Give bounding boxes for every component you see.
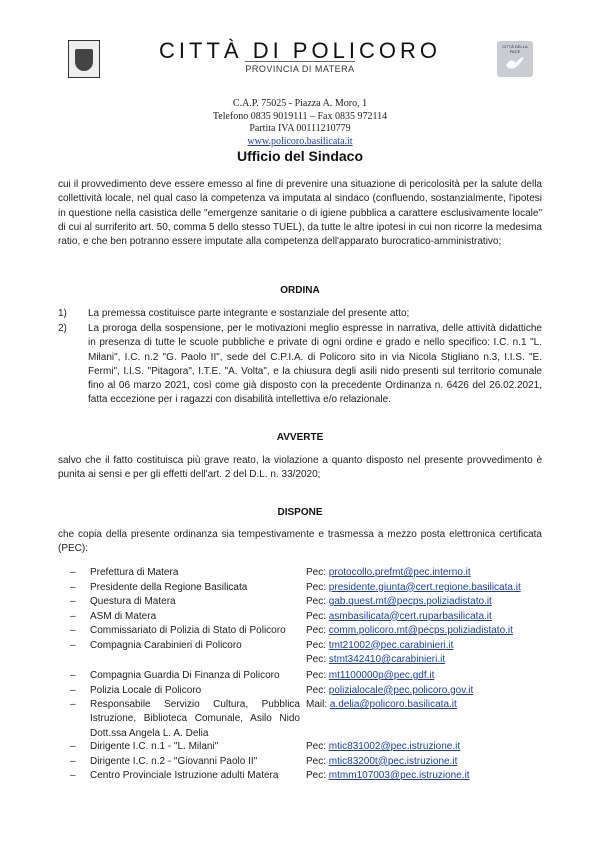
bullet-dash: – [70, 596, 76, 607]
recipient-contact [306, 595, 492, 609]
dispone-heading: DISPONE [277, 507, 323, 518]
address-line-1: C.A.P. 75025 - Piazza A. Moro, 1 [232, 98, 368, 109]
recipient-contact [306, 639, 453, 653]
contact-label: Pec: [306, 639, 327, 651]
contact-label: Pec: [306, 741, 327, 752]
dove-icon [505, 55, 525, 71]
recipient-name: Centro Provinciale Istruzione adulti Matera [90, 770, 279, 781]
contact-label: Pec: [306, 581, 327, 593]
email-link[interactable]: mtic83200t@pec.istruzione.it [328, 755, 458, 767]
bullet-dash: – [70, 684, 76, 696]
recipient-name: Questura di Matera [90, 596, 176, 607]
avverte-paragraph: salvo che il fatto costituisca più grave reato, la violazione a quanto disposto nel presente provvedimento è punita ai sensi e per gli effetti dell'art. 2 del D.L. n. 33/2020; [58, 455, 542, 481]
email-link[interactable]: comm.policoro.mt@pecps.poliziadistato.it [328, 625, 513, 636]
item-number: 1) [58, 308, 67, 319]
dispone-paragraph: che copia della presente ordinanza sia tempestivamente e trasmessa a mezzo posta elettronica certificata (PEC): [58, 529, 542, 555]
address-line-2: Telefono 0835 9019111 – Fax 0835 972114 [212, 110, 388, 122]
recipient-name: Commissariato di Polizia di Stato di Policoro [90, 625, 286, 636]
recipient-contact [306, 740, 460, 754]
item-text: La proroga della sospensione, per le motivazioni meglio espresse in narrativa, delle attività didattiche in presenza di tutte le scuole pubbliche e private di ogni ordine e grado e nello specifico: I.C. n.1 "L. Milani", I.C. n.2 "G. Paolo II", sede del C.P.I.A. di Policoro sito in via Nicola Stigliano n.3, I.I.S. "E. Fermi", I.I.S. "Pitagora", I.T.E. "A. Volta", e la chiusura degli asili nido presenti sul territorio comunale fino al 06 marzo 2021, così come già disposto con la precedente Ordinanza n. 6426 del 26.02.2021, fatta eccezione per i ragazzi con disabilità intellettiva e/o relazionale. [88, 323, 542, 406]
item-text: La premessa costituisce parte integrante e sostanziale del presente atto; [88, 308, 410, 319]
recipient-contact [306, 581, 521, 595]
avverte-heading: AVVERTE [276, 432, 324, 443]
recipient-name: Responsabile Servizio Cultura, Pubblica Istruzione, Biblioteca Comunale, Asilo Nido Dott.ssa Angela L. A. Delia [90, 699, 300, 739]
ordina-heading: ORDINA [280, 285, 320, 296]
email-link[interactable]: mt1100000p@pec.gdf.it [328, 670, 435, 681]
recipient-name: Prefettura di Matera [90, 567, 179, 578]
email-link[interactable]: presidente.giunta@cert.regione.basilicata.it [328, 581, 521, 593]
citta-della-pace-badge [497, 41, 533, 77]
bullet-dash: – [70, 581, 76, 593]
contact-label: Pec: [306, 610, 327, 622]
recipient-name: Dirigente I.C. n.1 - "L. Milani" [90, 741, 219, 752]
contact-label: Pec: [306, 684, 327, 696]
bullet-dash: – [70, 670, 76, 681]
bullet-dash: – [70, 639, 76, 651]
badge-text: CITTÀ DELLA PACE [502, 44, 528, 54]
intro-paragraph: cui il provvedimento deve essere emesso al fine di prevenire una situazione di pericolosità per la salute della collettività locale, nel qual caso la competenza va imputata al sindaco (confluendo, sostanzialmente, l'ipotesi in questione nella casistica delle "emergenze sanitarie o di igiene pubblica a carattere esclusivamente locale" di cui al surriferito art. 50, comma 5 dello stesso TUEL), da tutte le altre ipotesi in cui non ricorre la medesima ratio, e che ben potranno essere imputate alla competenza dell'apparato burocratico-amministrativo; [58, 179, 542, 248]
recipient-name: Compagnia Carabinieri di Policoro [90, 639, 242, 651]
email-link[interactable]: gab.quest.mt@pecps.poliziadistato.it [328, 596, 492, 607]
email-link[interactable]: mtmm107003@pec.istruzione.it [328, 770, 470, 781]
contact-label: Pec: [306, 567, 327, 578]
contact-label: Pec: [306, 596, 327, 607]
contact-label: Pec: [306, 625, 327, 636]
contact-label: Pec: [306, 670, 327, 681]
contact-label: Pec: [306, 755, 327, 767]
recipient-contact [306, 653, 445, 667]
email-link[interactable]: mtic831002@pec.istruzione.it [328, 741, 461, 752]
recipient-name: Presidente della Regione Basilicata [90, 581, 248, 593]
recipient-contact [306, 610, 492, 624]
address-line-3: Partita IVA 00111210779 [249, 123, 351, 134]
recipient-contact [306, 669, 434, 683]
email-link[interactable]: stmt342410@carabinieri.it [328, 654, 446, 665]
recipient-name: Polizia Locale di Policoro [90, 684, 202, 696]
recipient-contact [306, 769, 470, 783]
bullet-dash: – [70, 625, 76, 636]
province-subtitle: PROVINCIA DI MATERA [0, 64, 600, 74]
recipient-name: ASM di Matera [90, 610, 157, 622]
email-link[interactable]: a.delia@policoro.basilicata.it [329, 699, 457, 710]
bullet-dash: – [70, 741, 76, 752]
bullet-dash: – [70, 567, 76, 578]
recipient-name: Dirigente I.C. n.2 - "Giovanni Paolo II" [90, 755, 258, 767]
recipient-contact [306, 684, 473, 698]
bullet-dash: – [70, 755, 76, 767]
email-link[interactable]: polizialocale@pec.policoro.gov.it [328, 684, 474, 696]
recipient-name: Compagnia Guardia Di Finanza di Policoro [90, 670, 280, 681]
email-link[interactable]: protocollo.prefmt@pec.interno.it [328, 567, 471, 578]
office-title: Ufficio del Sindaco [236, 148, 363, 164]
email-link[interactable]: asmbasilicata@cert.ruparbasilicata.it [328, 610, 492, 622]
bullet-dash: – [70, 770, 76, 781]
recipient-contact [306, 624, 513, 638]
city-title: CITTÀ DI POLICORO [159, 38, 441, 63]
email-link[interactable]: tmt21002@pec.carabinieri.it [328, 639, 454, 651]
recipient-contact [306, 566, 471, 580]
item-number: 2) [58, 323, 67, 334]
website-line [0, 136, 600, 149]
contact-label: Pec: [306, 654, 327, 665]
website-link[interactable]: www.policoro.basilicata.it [247, 135, 353, 147]
contact-label: Pec: [306, 770, 327, 781]
recipient-contact [306, 698, 457, 712]
bullet-dash: – [70, 699, 76, 710]
recipient-contact [306, 755, 457, 769]
contact-label: Mail: [306, 699, 328, 710]
bullet-dash: – [70, 610, 76, 622]
